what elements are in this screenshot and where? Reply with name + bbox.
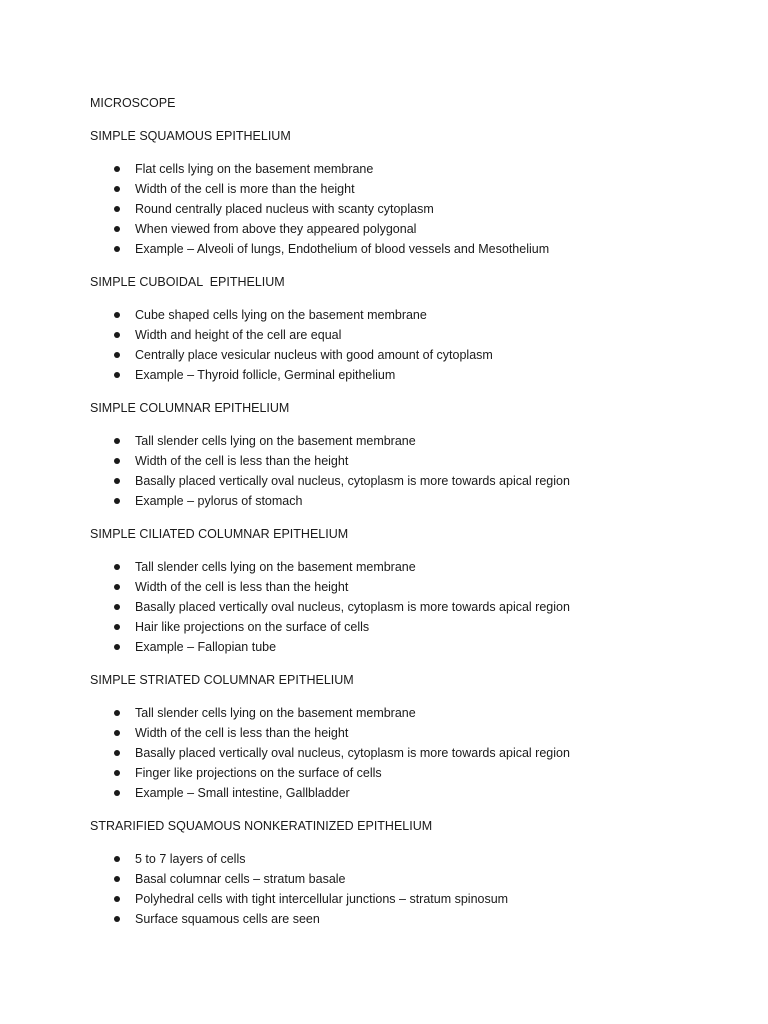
bullet-dot-icon <box>114 750 120 756</box>
section <box>90 524 730 657</box>
bullet-list <box>90 703 730 803</box>
bullet-item <box>90 557 730 577</box>
bullet-dot-icon <box>114 790 120 796</box>
bullet-dot-icon <box>114 226 120 232</box>
bullet-text: Width of the cell is less than the height <box>135 580 349 594</box>
bullet-text: When viewed from above they appeared polygonal <box>135 222 417 236</box>
section-heading: STRARIFIED SQUAMOUS NONKERATINIZED EPITHELIUM <box>90 819 433 833</box>
bullet-text: Example – Small intestine, Gallbladder <box>135 786 350 800</box>
bullet-list <box>90 159 730 259</box>
bullet-item <box>90 849 730 869</box>
bullet-text: Finger like projections on the surface of cells <box>135 766 382 780</box>
bullet-item <box>90 491 730 511</box>
bullet-item <box>90 577 730 597</box>
bullet-list <box>90 849 730 929</box>
bullet-item <box>90 305 730 325</box>
bullet-item <box>90 909 730 929</box>
bullet-dot-icon <box>114 498 120 504</box>
bullet-text: 5 to 7 layers of cells <box>135 852 246 866</box>
bullet-dot-icon <box>114 916 120 922</box>
bullet-dot-icon <box>114 644 120 650</box>
bullet-item <box>90 179 730 199</box>
bullet-text: Basally placed vertically oval nucleus, cytoplasm is more towards apical region <box>135 746 570 760</box>
bullet-dot-icon <box>114 352 120 358</box>
bullet-dot-icon <box>114 896 120 902</box>
bullet-dot-icon <box>114 770 120 776</box>
bullet-text: Tall slender cells lying on the basement membrane <box>135 706 416 720</box>
bullet-item <box>90 345 730 365</box>
bullet-item <box>90 617 730 637</box>
bullet-list <box>90 431 730 511</box>
section <box>90 670 730 803</box>
bullet-dot-icon <box>114 458 120 464</box>
section-heading: SIMPLE CUBOIDAL EPITHELIUM <box>90 275 285 289</box>
bullet-dot-icon <box>114 876 120 882</box>
bullet-text: Example – Fallopian tube <box>135 640 277 654</box>
bullet-item <box>90 763 730 783</box>
bullet-text: Flat cells lying on the basement membrane <box>135 162 374 176</box>
bullet-dot-icon <box>114 312 120 318</box>
bullet-text: Hair like projections on the surface of cells <box>135 620 370 634</box>
section <box>90 126 730 259</box>
bullet-item <box>90 869 730 889</box>
bullet-dot-icon <box>114 624 120 630</box>
document-page <box>90 93 730 942</box>
bullet-dot-icon <box>114 438 120 444</box>
bullet-item <box>90 743 730 763</box>
bullet-text: Basally placed vertically oval nucleus, cytoplasm is more towards apical region <box>135 474 570 488</box>
bullet-text: Centrally place vesicular nucleus with good amount of cytoplasm <box>135 348 493 362</box>
bullet-text: Round centrally placed nucleus with scanty cytoplasm <box>135 202 434 216</box>
bullet-item <box>90 365 730 385</box>
section <box>90 272 730 385</box>
section-heading: SIMPLE STRIATED COLUMNAR EPITHELIUM <box>90 673 354 687</box>
bullet-item <box>90 431 730 451</box>
bullet-item <box>90 889 730 909</box>
sections-container <box>90 126 730 929</box>
bullet-text: Example – Alveoli of lungs, Endothelium of blood vessels and Mesothelium <box>135 242 550 256</box>
bullet-dot-icon <box>114 166 120 172</box>
section-heading: SIMPLE CILIATED COLUMNAR EPITHELIUM <box>90 527 349 541</box>
bullet-text: Width and height of the cell are equal <box>135 328 342 342</box>
bullet-dot-icon <box>114 856 120 862</box>
bullet-item <box>90 703 730 723</box>
bullet-item <box>90 219 730 239</box>
bullet-text: Example – pylorus of stomach <box>135 494 303 508</box>
bullet-item <box>90 471 730 491</box>
bullet-list <box>90 305 730 385</box>
section <box>90 816 730 929</box>
section <box>90 398 730 511</box>
bullet-item <box>90 451 730 471</box>
bullet-dot-icon <box>114 478 120 484</box>
bullet-text: Basally placed vertically oval nucleus, cytoplasm is more towards apical region <box>135 600 570 614</box>
bullet-item <box>90 723 730 743</box>
bullet-dot-icon <box>114 710 120 716</box>
bullet-dot-icon <box>114 584 120 590</box>
bullet-item <box>90 325 730 345</box>
bullet-item <box>90 159 730 179</box>
bullet-text: Surface squamous cells are seen <box>135 912 320 926</box>
bullet-text: Width of the cell is less than the height <box>135 726 349 740</box>
bullet-dot-icon <box>114 246 120 252</box>
bullet-text: Tall slender cells lying on the basement membrane <box>135 434 416 448</box>
bullet-list <box>90 557 730 657</box>
bullet-item <box>90 783 730 803</box>
bullet-text: Width of the cell is less than the height <box>135 454 349 468</box>
document-title: MICROSCOPE <box>90 96 176 110</box>
bullet-text: Width of the cell is more than the height <box>135 182 355 196</box>
bullet-dot-icon <box>114 372 120 378</box>
bullet-dot-icon <box>114 730 120 736</box>
bullet-item <box>90 239 730 259</box>
bullet-text: Cube shaped cells lying on the basement membrane <box>135 308 427 322</box>
bullet-text: Example – Thyroid follicle, Germinal epithelium <box>135 368 396 382</box>
bullet-dot-icon <box>114 186 120 192</box>
bullet-item <box>90 597 730 617</box>
bullet-dot-icon <box>114 206 120 212</box>
bullet-item <box>90 637 730 657</box>
section-heading: SIMPLE SQUAMOUS EPITHELIUM <box>90 129 291 143</box>
bullet-dot-icon <box>114 332 120 338</box>
bullet-dot-icon <box>114 604 120 610</box>
bullet-text: Basal columnar cells – stratum basale <box>135 872 346 886</box>
bullet-item <box>90 199 730 219</box>
bullet-text: Polyhedral cells with tight intercellular junctions – stratum spinosum <box>135 892 509 906</box>
bullet-dot-icon <box>114 564 120 570</box>
bullet-text: Tall slender cells lying on the basement membrane <box>135 560 416 574</box>
section-heading: SIMPLE COLUMNAR EPITHELIUM <box>90 401 290 415</box>
